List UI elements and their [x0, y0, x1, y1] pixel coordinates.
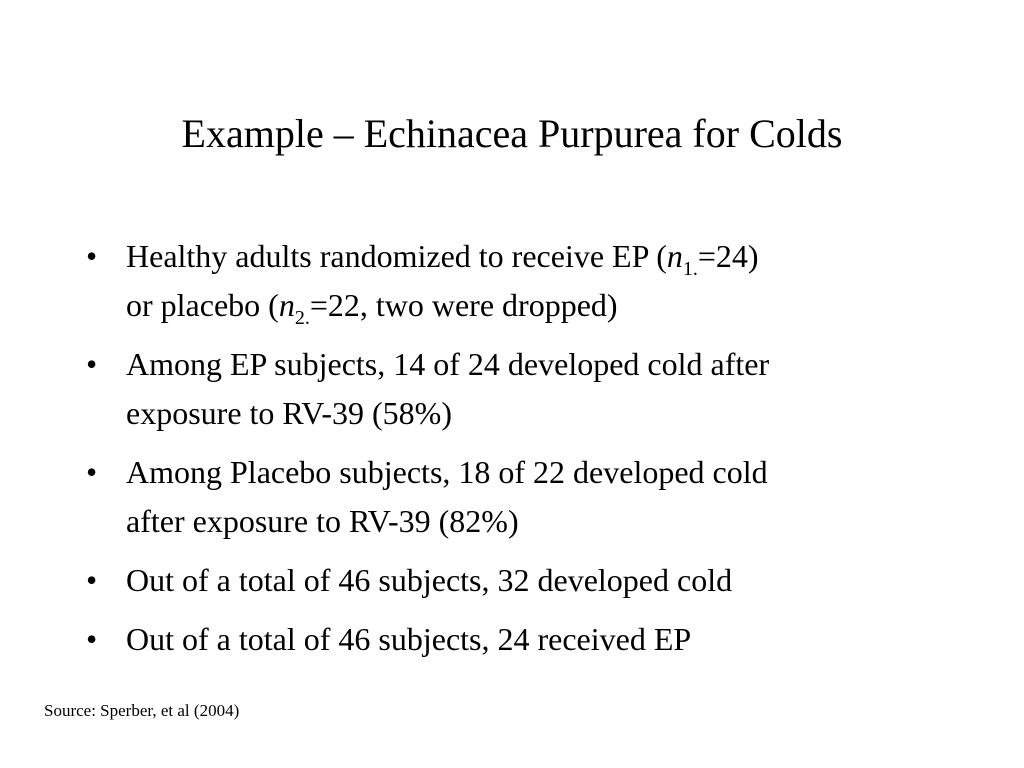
source-citation: Source: Sperber, et al (2004) — [44, 701, 240, 720]
sample-size-variable: n — [666, 238, 683, 274]
bullet-text: or placebo ( — [126, 287, 279, 323]
bullet-line — [126, 281, 946, 330]
bullet-item-total-developed-cold — [86, 556, 946, 605]
bullet-text: =24) — [697, 238, 759, 274]
bullet-item-total-received-ep — [86, 615, 946, 664]
bullet-item-ep-subjects — [86, 340, 946, 438]
bullet-line — [126, 232, 946, 281]
sample-size-subscript: 2. — [294, 307, 310, 329]
slide-title: Example – Echinacea Purpurea for Colds — [181, 111, 843, 156]
bullet-item-placebo-subjects — [86, 448, 946, 546]
bullet-marker: • — [86, 454, 98, 490]
sample-size-variable: n — [278, 287, 295, 323]
bullet-text: =22, two were dropped) — [309, 287, 618, 323]
bullet-line: Out of a total of 46 subjects, 24 received EP — [126, 621, 692, 657]
bullet-marker: • — [86, 621, 98, 657]
sample-size-subscript: 1. — [682, 258, 698, 280]
bullet-marker: • — [86, 562, 98, 598]
bullet-marker: • — [86, 238, 98, 274]
bullet-line: Among EP subjects, 14 of 24 developed cold after — [126, 346, 770, 382]
bullet-line: Out of a total of 46 subjects, 32 developed cold — [126, 562, 733, 598]
bullet-line: exposure to RV-39 (58%) — [126, 395, 452, 431]
bullet-line: after exposure to RV-39 (82%) — [126, 503, 519, 539]
bullet-marker: • — [86, 346, 98, 382]
bullet-item-randomization — [86, 232, 946, 330]
bullet-list — [86, 232, 946, 674]
bullet-text: Healthy adults randomized to receive EP ( — [126, 238, 667, 274]
bullet-line: Among Placebo subjects, 18 of 22 developed cold — [126, 454, 768, 490]
